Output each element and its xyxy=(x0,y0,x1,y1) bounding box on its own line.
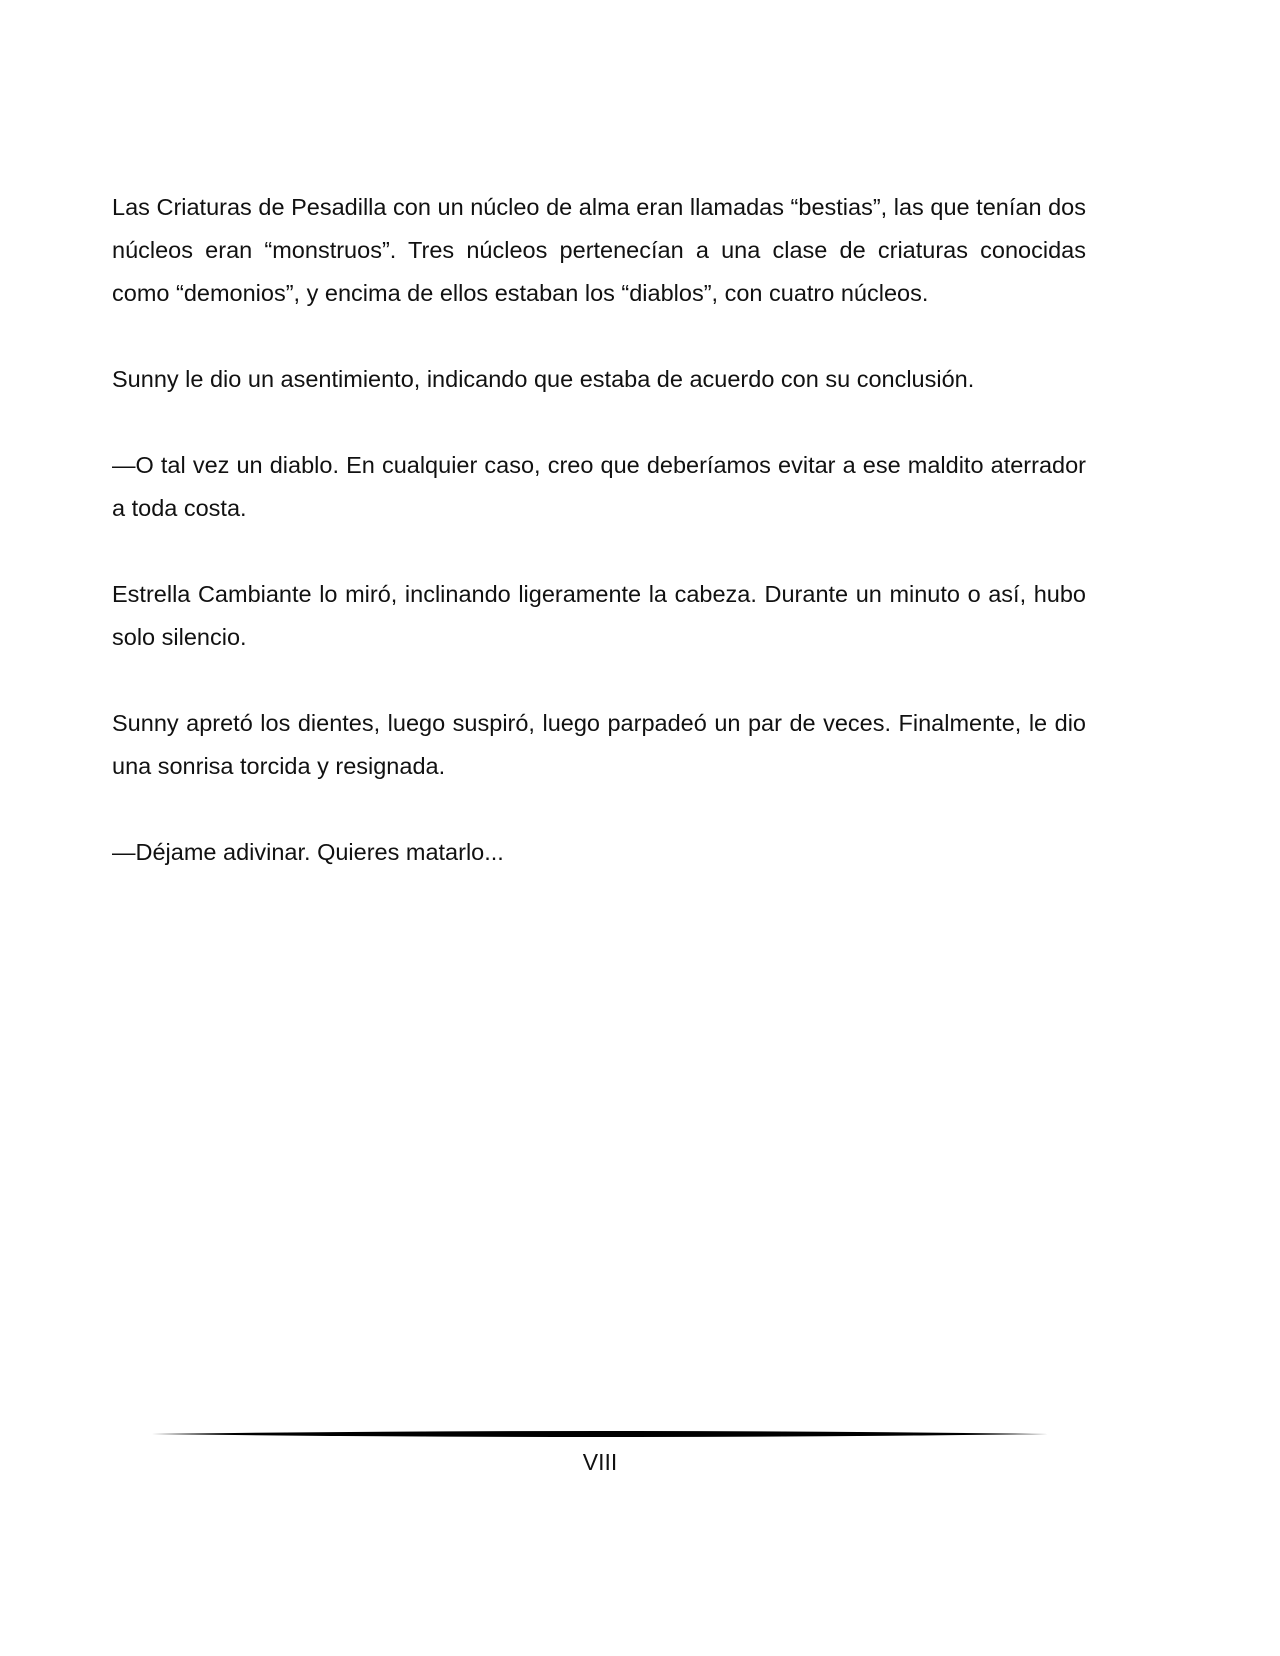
paragraph-1: Las Criaturas de Pesadilla con un núcleo de alma eran llamadas “bestias”, las que tenían dos núcleos eran “monstruos”. Tres núcleos pertenecían a una clase de criaturas conocidas como “demonios”, y encima de ellos estaban los “diablos”, con cuatro núcleos. xyxy=(112,194,1086,306)
body-text xyxy=(112,186,1086,917)
paragraph-6: —Déjame adivinar. Quieres matarlo... xyxy=(112,839,504,865)
paragraph-4: Estrella Cambiante lo miró, inclinando ligeramente la cabeza. Durante un minuto o así, hubo solo silencio. xyxy=(112,581,1086,650)
paragraph-5: Sunny apretó los dientes, luego suspiró, luego parpadeó un par de veces. Finalmente, le dio una sonrisa torcida y resignada. xyxy=(112,710,1086,779)
paragraph-2: Sunny le dio un asentimiento, indicando que estaba de acuerdo con su conclusión. xyxy=(112,366,975,392)
page-number: VIII xyxy=(582,1449,618,1475)
paragraph-3: —O tal vez un diablo. En cualquier caso, creo que deberíamos evitar a ese maldito aterrador a toda costa. xyxy=(112,452,1086,521)
footer-rule xyxy=(152,1426,1048,1442)
